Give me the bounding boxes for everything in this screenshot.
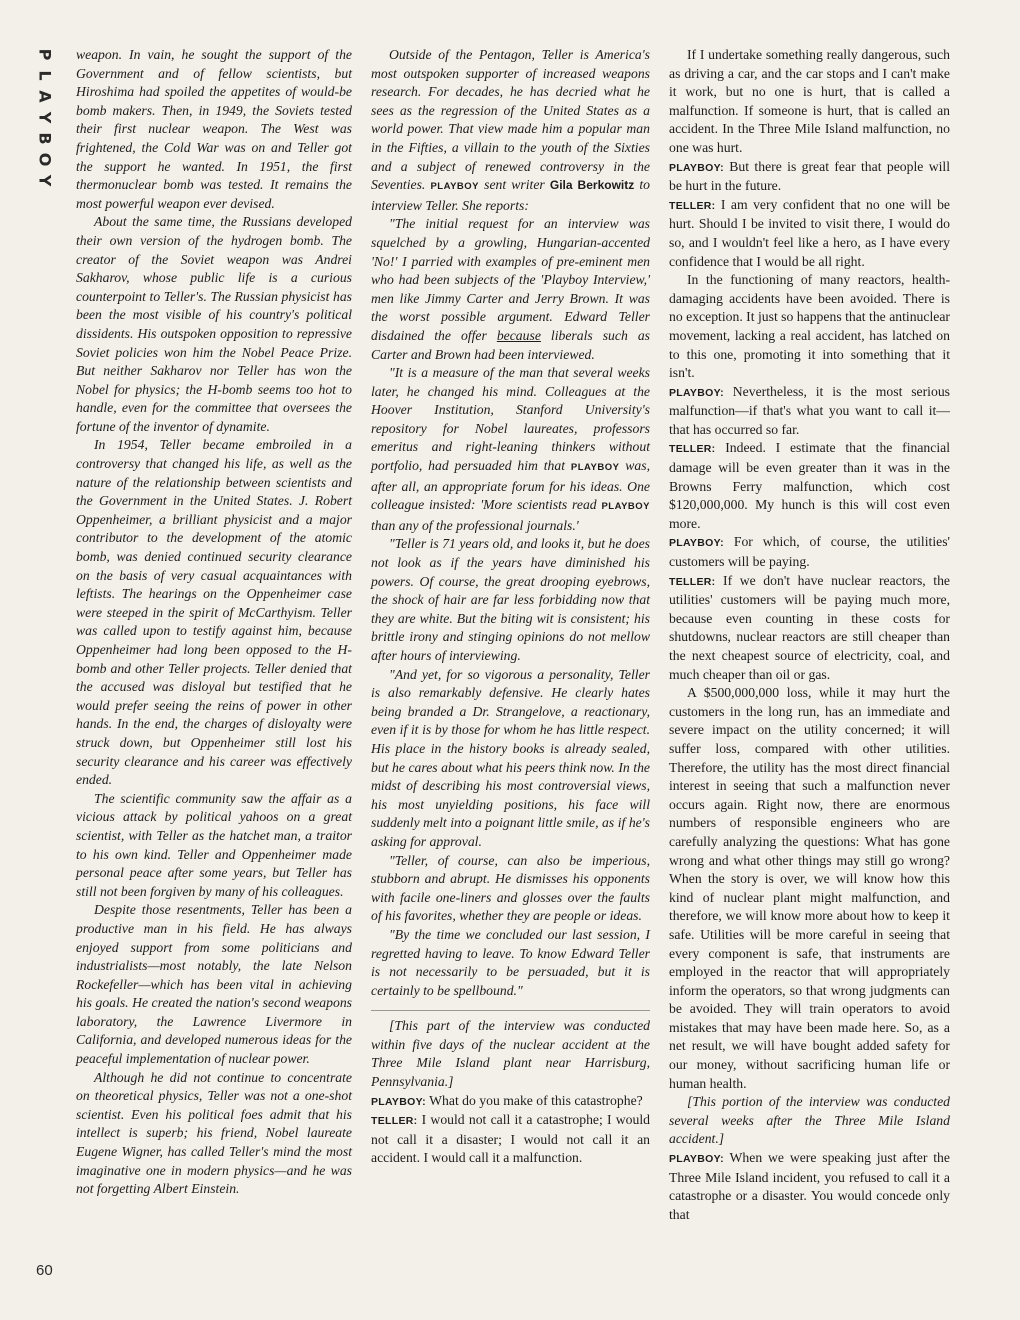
masthead [30,44,60,191]
underlined-word: because [496,327,541,343]
column-2 [371,46,650,1286]
masthead-letter: O [35,152,55,167]
paragraph [371,364,650,535]
paragraph: In 1954, Teller became embroiled in a controversy that changed his life, as well as the nature of the relationship between scientists and the Government in the United States. J. Robert Oppenheimer, a brilliant physicist and a major contributor to the development of the atomic bomb, was denied continued security clearance on the basis of very casual acquaintances with leftists. The hearings on the Oppenheimer case were steeped in the spirit of McCarthyism. Teller was called upon to testify against him, because Oppenheimer had long been opposed to the H-bomb and other Teller projects. Teller denied that the accused was disloyal but testified that he would prefer seeing the reins of power in other hands. In the end, the charges of disloyalty were struck down, but Oppenheimer still lost his security clearance and his career was effectively ended. [76,437,352,788]
question [669,383,950,440]
answer-text: Indeed. I estimate that the financial damage will be even greater than it was in the Browns Ferry malfunction, which cost $120,000,000. My hunch is this will cost even more. [669,440,951,531]
writer-name: Gila Berkowitz [549,178,635,193]
question [371,1092,650,1112]
paragraph: Despite those resentments, Teller has been a productive man in his field. He has always enjoyed support from some politicians and industrialists—most notably, the late Nelson Rockefeller—which has been vital in achieving his goals. He created the nation's second weapons laboratory, the Lawrence Livermore in California, and developed numerous ideas for the peaceful implementation of nuclear power. [76,902,352,1067]
question [669,533,950,571]
question [669,158,950,196]
text-run: Outside of the Pentagon, Teller is America's most outspoken supporter of increased weapons research. For decades, he has decried what he sees as the regression of the United States as a world power. That view made him a popular man in the Fifties, a villain to the youth of the Sixties and a subject of renewed controversy in the Seventies. [371,47,650,193]
text-run: than any of the professional journals.' [371,517,579,533]
text-run: liberals such as Carter and Brown had been interviewed. [371,327,650,362]
playboy-smallcaps: PLAYBOY [430,181,480,193]
question-text: For which, of course, the utilities' customers will be paying. [669,534,951,570]
answer [371,1111,650,1168]
speaker-label: PLAYBOY: [669,1153,724,1166]
question-text: But there is great fear that people will be hurt in the future. [669,158,951,194]
paragraph: Although he did not continue to concentrate on theoretical physics, Teller was not a one-shot scientist. Even his political foes admit that his intellect is superb; his friend, Nobel laureate Eugene Wigner, has called Teller's mind the most imaginative one in modern physics—and he was not forgetting Albert Einstein. [76,1069,352,1197]
text-run: "The initial request for an interview was squelched by a growling, Hungarian-accented 'No!' I parried with examples of pre-eminent men who had been subjects of the 'Playboy Interview,' men like Jimmy Carter and Jerry Brown. It was the worst possible argument. Edward Teller disdained the offer [371,216,650,343]
paragraph: The scientific community saw the affair as a vicious attack by political yahoos on a great scientist, with Teller as the hatchet man, a traitor to his own kind. Teller and Oppenheimer made personal peace after some years, but Teller has still not been forgiven by many of his colleagues. [76,790,352,899]
paragraph [371,215,650,364]
speaker-label: TELLER: [669,443,716,456]
paragraph: "By the time we concluded our last session, I regretted having to leave. To know Edward Teller is not necessarily to be persuaded, but it is certainly to be spellbound." [371,926,650,998]
paragraph: "Teller, of course, can also be imperious, stubborn and abrupt. He dismisses his opponents with facile one-liners and glosses over the faults of his favorites, whether they are people or ideas. [371,852,650,924]
editor-note: [This portion of the interview was conducted several weeks after the Three Mile Island accident.] [669,1094,950,1147]
answer [669,572,950,685]
text-run: to interview Teller. She reports: [371,177,650,213]
question [669,1149,950,1224]
answer-text: I would not call it a catastrophe; I would not call it a disaster; I would not call it an accident. I would call it a malfunction. [371,1112,650,1166]
page-number: 60 [36,1262,53,1279]
masthead-letter: P [35,48,55,61]
speaker-label: PLAYBOY: [669,386,724,399]
speaker-label: TELLER: [669,199,716,212]
masthead-letter: Y [35,174,55,187]
paragraph: "Teller is 71 years old, and looks it, but he does not look as if the years have diminished his powers. Of course, the great drooping eyebrows, the shock of hair are far less forbidding now that they are white. But the biting wit is consistent; his brittle irony and stinging opinions do not mellow after hours of interviewing. [371,536,650,663]
paragraph: About the same time, the Russians developed their own version of the hydrogen bomb. The creator of the Soviet weapon was Andrei Sakharov, whose public life is a curious counterpoint to Teller's. The Russian physicist has been the most visible of his country's political dissidents. His outspoken opposition to repressive Soviet policies won him the Nobel Peace Prize. But neither Sakharov nor Teller has won the Nobel for physics; the H-bomb seems too hot to handle, even for the committee that oversees the fortune of the inventor of dynamite. [76,214,352,434]
editor-note: [This part of the interview was conducted within five days of the nuclear accident at the Three Mile Island plant near Harrisburg, Pennsylvania.] [371,1010,650,1091]
speaker-label: TELLER: [371,1115,418,1128]
answer [669,439,950,533]
playboy-smallcaps: PLAYBOY [570,462,620,474]
column-3 [669,46,950,1286]
paragraph: In the functioning of many reactors, health-damaging accidents have been avoided. There is no exception. It just so happens that the antinuclear movement, lacking a real accident, has latched on to this one, promoting it into something that it isn't. [669,272,950,381]
masthead-letter: L [35,70,55,81]
paragraph: A $500,000,000 loss, while it may hurt the customers in the long run, has an immediate and severe impact on the utility concerned; it will suffer loss, compared with other utilities. Therefore, the utility has the most direct financial interest in seeing that such a malfunction never occurs again. Right now, there are enormous numbers of responsible engineers who are carefully analyzing the questions: What has gone wrong and what other things may still go wrong? When the story is over, we will know how this kind of nuclear plant might malfunction, and therefore, we will know more about how to keep it safe. Utilities will be more careful in seeing that every component is safe, that instruments are employed in the reactor that will appropriately inform the operators, so that wrong judgments can be avoided. They will train operators to avoid mistakes that may have been made here. So, as a net result, we will have bought added safety for our money, without sacrificing human life or human health. [669,685,950,1091]
speaker-label: TELLER: [669,575,716,588]
speaker-label: PLAYBOY: [669,161,724,174]
paragraph: "And yet, for so vigorous a personality, Teller is also remarkably defensive. He clearly hates being branded a Dr. Strangelove, a reactionary, even if it is by those for whom he has little respect. His place in the history books is already sealed, but he cares about what his peers think now. In the midst of describing his most controversial views, his most unyielding positions, his face will suddenly melt into a poignant little smile, as if he's asking for approval. [371,666,650,849]
question-text: What do you make of this catastrophe? [429,1092,643,1108]
text-run: "It is a measure of the man that several weeks later, he changed his mind. Colleagues at the Hoover Institution, Stanford University's repository for Nobel laureates, professors emeritus and right-leaning thinkers without portfolio, had persuaded him that [371,365,650,474]
speaker-label: PLAYBOY: [669,537,724,550]
text-run: sent writer [484,177,545,193]
masthead-letter: B [35,132,55,145]
speaker-label: PLAYBOY: [371,1095,426,1108]
text-run: was, after all, an appropriate forum for his ideas. One colleague insisted: 'More scientists read [371,458,651,513]
masthead-letter: Y [35,111,55,124]
column-1 [76,46,352,1286]
answer-text: I am very confident that no one will be hurt. Should I be invited to visit there, I would do so, and I wouldn't feel like a hero, as I have every confidence that I would be all right. [669,196,950,269]
paragraph: If I undertake something really dangerous, such as driving a car, and the car stops and I can't make it work, but no one is hurt, that is called a malfunction. If someone is hurt, that is called an accident. In the Three Mile Island malfunction, no one was hurt. [669,47,950,155]
answer-text: If we don't have nuclear reactors, the utilities' customers will be paying much more, because even counting in these costs for shutdowns, nuclear reactors are still cheaper than the next cheapest source of electricity, coal, and much cheaper than oil or gas. [669,572,950,682]
paragraph: weapon. In vain, he sought the support of the Government and of fellow scientists, but Hiroshima had spoiled the appetites of would-be bomb makers. Then, in 1949, the Soviets tested their first nuclear weapon. The West was frightened, the Cold War was on and Teller got the support he wanted. In 1951, the first thermonuclear bomb was tested. It remains the most powerful weapon ever devised. [76,47,352,211]
playboy-smallcaps: PLAYBOY [601,501,651,513]
paragraph [371,46,650,215]
question-text: Nevertheless, it is the most serious malfunction—if that's what you want to call it—that has occurred so far. [669,383,951,437]
question-text: When we were speaking just after the Three Mile Island incident, you refused to call it a catastrophe or a disaster. You would concede only that [669,1150,950,1222]
answer [669,196,950,271]
masthead-letter: A [35,90,55,103]
